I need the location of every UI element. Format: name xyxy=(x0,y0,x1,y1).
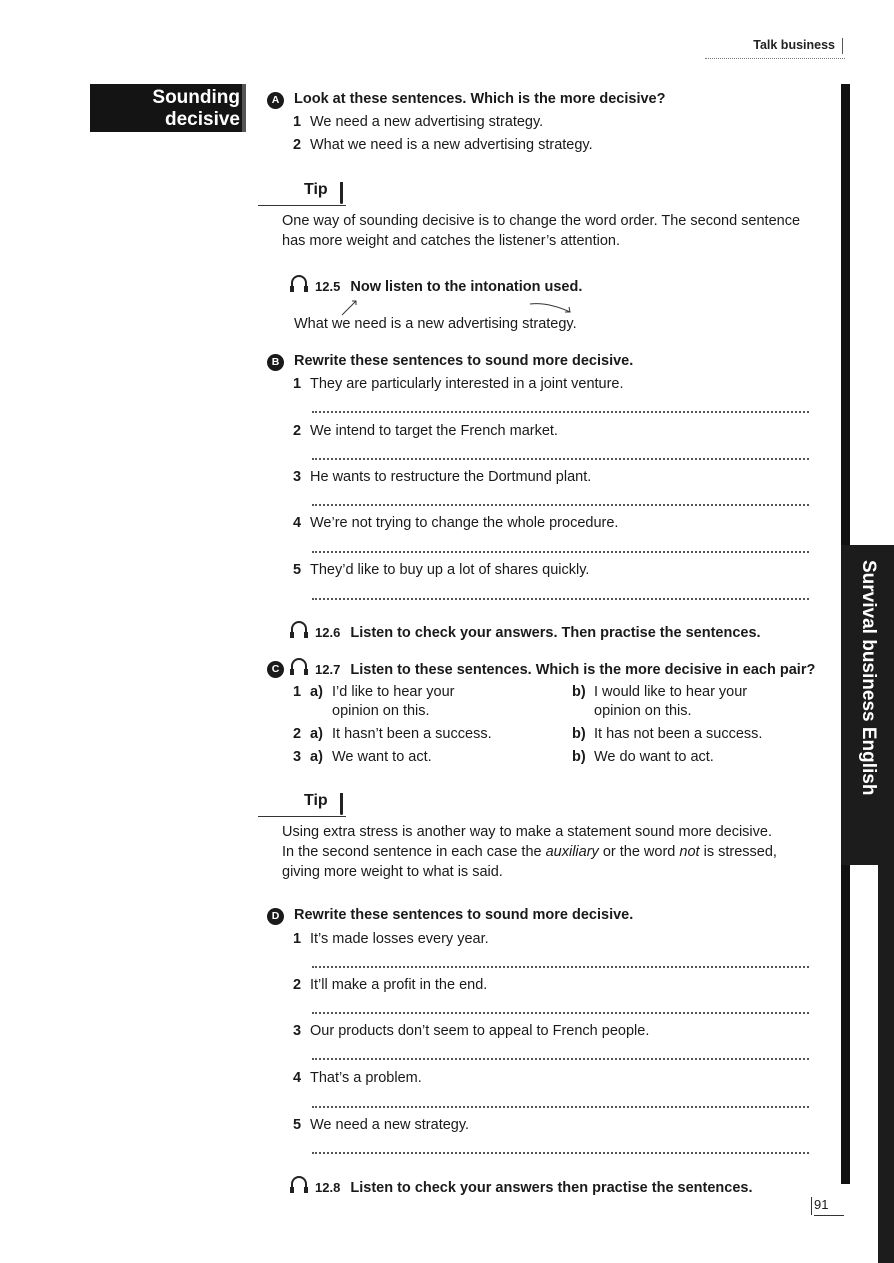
answer-line[interactable] xyxy=(312,1106,809,1108)
section-title-line2: decisive xyxy=(165,109,240,130)
item-text: We need a new advertising strategy. xyxy=(310,114,544,130)
pair-b xyxy=(572,726,762,742)
exercise-b-badge: B xyxy=(267,354,284,371)
audio-instruction: Listen to check your answers. Then practise the sentences. xyxy=(350,625,761,641)
item-text: It’ll make a profit in the end. xyxy=(310,977,488,993)
section-title-line1: Sounding xyxy=(152,87,240,108)
tip-text-part: or the word xyxy=(598,844,680,860)
audio-instruction: Listen to check your answers then practise the sentences. xyxy=(350,1180,753,1196)
tip-text-part: is stressed, xyxy=(699,844,777,860)
header-title: Talk business xyxy=(753,38,835,52)
header-bar xyxy=(842,38,843,54)
exercise-d-item xyxy=(293,977,487,993)
tip-heading xyxy=(258,181,346,206)
option-text: We want to act. xyxy=(332,749,432,765)
headphones-icon xyxy=(289,1176,309,1194)
tip-text-part: In the second sentence in each case the xyxy=(282,844,546,860)
headphones-icon xyxy=(289,621,309,639)
answer-line[interactable] xyxy=(312,551,809,553)
item-number: 2 xyxy=(293,726,302,742)
item-number: 3 xyxy=(293,749,302,765)
item-number: 3 xyxy=(293,469,302,485)
option-label: a) xyxy=(310,749,323,765)
tip-text-line xyxy=(282,842,777,862)
pair-b xyxy=(572,684,747,700)
section-title xyxy=(90,84,246,132)
headphones-icon xyxy=(289,275,309,293)
headphones-icon xyxy=(289,658,309,676)
exercise-b-item xyxy=(293,562,589,578)
exercise-c-heading xyxy=(289,658,815,678)
exercise-b-item xyxy=(293,423,558,439)
exercise-d-badge: D xyxy=(267,908,284,925)
exercise-b-instruction: Rewrite these sentences to sound more decisive. xyxy=(294,353,634,369)
exercise-a-badge: A xyxy=(267,92,284,109)
track-number: 12.8 xyxy=(315,1180,341,1195)
pair-a xyxy=(293,749,432,765)
exercise-a-item xyxy=(293,137,593,153)
pair-b xyxy=(572,749,714,765)
option-text-cont: opinion on this. xyxy=(332,703,430,719)
page-number-underline xyxy=(814,1215,844,1216)
item-number: 1 xyxy=(293,931,302,947)
tip-hook-icon xyxy=(340,793,343,815)
answer-line[interactable] xyxy=(312,598,809,600)
item-text: What we need is a new advertising strategy. xyxy=(310,137,593,153)
option-text-cont: opinion on this. xyxy=(594,703,692,719)
item-number: 5 xyxy=(293,1117,302,1133)
tip-text xyxy=(282,822,777,882)
exercise-a-instruction: Look at these sentences. Which is the more decisive? xyxy=(294,91,666,107)
item-text: They are particularly interested in a joint venture. xyxy=(310,376,624,392)
page-number-bar xyxy=(811,1197,812,1215)
intonation-arrows xyxy=(340,298,580,318)
exercise-c-instruction: Listen to these sentences. Which is the more decisive in each pair? xyxy=(350,662,816,678)
exercise-d-item xyxy=(293,1117,469,1133)
tip-text-italic: not xyxy=(679,844,700,860)
tip-text-line: has more weight and catches the listener’s attention. xyxy=(282,233,620,249)
item-number: 1 xyxy=(293,684,302,700)
item-number: 4 xyxy=(293,1070,302,1086)
item-number: 3 xyxy=(293,1023,302,1039)
option-text: It has not been a success. xyxy=(594,726,763,742)
exercise-d-instruction: Rewrite these sentences to sound more decisive. xyxy=(294,907,634,923)
item-text: It’s made losses every year. xyxy=(310,931,489,947)
track-number: 12.7 xyxy=(315,662,341,677)
tip-text-line: One way of sounding decisive is to change the word order. The second sentence xyxy=(282,213,801,229)
option-text: I’d like to hear your xyxy=(332,684,455,700)
item-text: He wants to restructure the Dortmund plant. xyxy=(310,469,592,485)
exercise-b-item xyxy=(293,469,591,485)
audio-instruction: Now listen to the intonation used. xyxy=(350,279,583,295)
side-tab-text: Survival business English xyxy=(858,560,879,796)
item-text: That’s a problem. xyxy=(310,1070,422,1086)
answer-line[interactable] xyxy=(312,966,809,968)
exercise-c-badge: C xyxy=(267,661,284,678)
answer-line[interactable] xyxy=(312,1152,809,1154)
exercise-b-item xyxy=(293,376,624,392)
exercise-d-item xyxy=(293,1070,422,1086)
option-text: We do want to act. xyxy=(594,749,714,765)
option-label: a) xyxy=(310,726,323,742)
item-number: 2 xyxy=(293,137,302,153)
track-number: 12.6 xyxy=(315,625,341,640)
item-text: We intend to target the French market. xyxy=(310,423,558,439)
option-label: b) xyxy=(572,726,586,742)
answer-line[interactable] xyxy=(312,458,809,460)
side-tab-lower xyxy=(878,865,894,1263)
exercise-b-item xyxy=(293,515,618,531)
item-number: 1 xyxy=(293,114,302,130)
pair-a xyxy=(293,684,455,700)
tip-hook-icon xyxy=(340,182,343,204)
tip-text-line: giving more weight to what is said. xyxy=(282,864,503,880)
answer-line[interactable] xyxy=(312,1012,809,1014)
track-number: 12.5 xyxy=(315,279,341,294)
item-number: 2 xyxy=(293,977,302,993)
pair-a xyxy=(293,726,492,742)
option-text: It hasn’t been a success. xyxy=(332,726,492,742)
answer-line[interactable] xyxy=(312,1058,809,1060)
item-number: 2 xyxy=(293,423,302,439)
item-number: 4 xyxy=(293,515,302,531)
tip-label: Tip xyxy=(304,792,328,809)
intonation-example: What we need is a new advertising strategy. xyxy=(294,316,577,332)
item-text: We’re not trying to change the whole procedure. xyxy=(310,515,619,531)
audio-12-6 xyxy=(289,621,761,641)
page-number-text: 91 xyxy=(814,1197,829,1212)
tip-text xyxy=(282,211,800,251)
exercise-a-item xyxy=(293,114,543,130)
audio-12-8 xyxy=(289,1176,753,1196)
answer-line[interactable] xyxy=(312,411,809,413)
exercise-d-item xyxy=(293,931,489,947)
option-text: I would like to hear your xyxy=(594,684,748,700)
item-number: 1 xyxy=(293,376,302,392)
option-label: b) xyxy=(572,749,586,765)
exercise-d-item xyxy=(293,1023,649,1039)
tip-label: Tip xyxy=(304,181,328,198)
item-text: Our products don’t seem to appeal to French people. xyxy=(310,1023,650,1039)
answer-line[interactable] xyxy=(312,504,809,506)
tip-text-line: Using extra stress is another way to make a statement sound more decisive. xyxy=(282,824,772,840)
option-label: a) xyxy=(310,684,323,700)
section-title-edge xyxy=(242,84,246,132)
item-number: 5 xyxy=(293,562,302,578)
option-label: b) xyxy=(572,684,586,700)
running-header xyxy=(705,38,845,59)
audio-12-5 xyxy=(289,275,582,295)
item-text: We need a new strategy. xyxy=(310,1117,470,1133)
page-number xyxy=(814,1197,828,1212)
tip-heading xyxy=(258,792,346,817)
item-text: They’d like to buy up a lot of shares quickly. xyxy=(310,562,590,578)
tip-text-italic: auxiliary xyxy=(545,844,599,860)
